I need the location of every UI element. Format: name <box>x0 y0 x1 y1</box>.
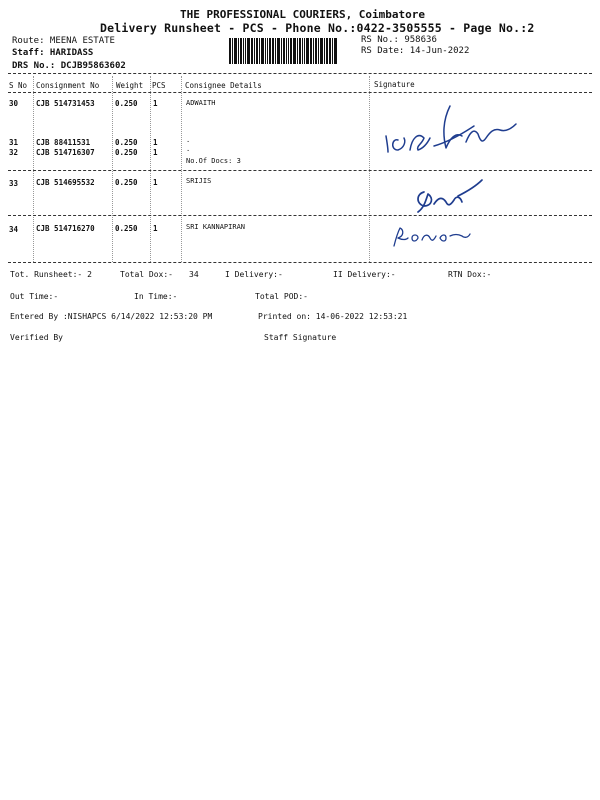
total-runsheet: Tot. Runsheet:- 2 <box>10 270 92 279</box>
rs-date: RS Date: 14-Jun-2022 <box>361 46 470 56</box>
row-33-consignee: SRIJIS <box>186 177 212 185</box>
table-bottom-rule <box>8 262 592 263</box>
row-33-consignment: CJB 514695532 <box>36 178 95 187</box>
i-delivery: I Delivery:- <box>225 270 283 279</box>
row-30-pcs: 1 <box>153 99 158 108</box>
col-signature: Signature <box>374 80 415 89</box>
row-34-consignment: CJB 514716270 <box>36 224 95 233</box>
row-30-consignment: CJB 514731453 <box>36 99 95 108</box>
divider-weight <box>150 76 151 262</box>
row-31-sno: 31 <box>9 138 19 147</box>
row-30-weight: 0.250 <box>115 99 138 108</box>
col-sno: S No <box>9 81 28 90</box>
divider-consignment <box>112 76 113 262</box>
out-time: Out Time:- <box>10 292 59 301</box>
row-31-weight: 0.250 <box>115 138 138 147</box>
row-34-pcs: 1 <box>153 224 158 233</box>
row-32-consignment: CJB 514716307 <box>36 148 95 157</box>
row-33-weight: 0.250 <box>115 178 138 187</box>
rs-number: RS No.: 958636 <box>361 35 437 45</box>
row-32-docs-note: No.Of Docs: 3 <box>186 157 241 165</box>
row-32-weight: 0.250 <box>115 148 138 157</box>
ii-delivery: II Delivery:- <box>333 270 396 279</box>
total-dox-value: 34 <box>189 270 199 279</box>
row-31-consignee: . <box>186 136 191 144</box>
col-consignment: Consignment No <box>36 81 100 90</box>
barcode <box>229 38 353 64</box>
row-34-consignee: SRI KANNAPIRAN <box>186 223 246 231</box>
row-31-consignment: CJB 88411531 <box>36 138 91 147</box>
row-30-sno: 30 <box>9 99 19 108</box>
staff-label: Staff: HARIDASS <box>12 48 94 58</box>
col-weight: Weight <box>116 81 144 90</box>
total-dox-label: Total Dox:- <box>120 270 173 279</box>
divider-consignee <box>369 76 370 262</box>
col-consignee: Consignee Details <box>185 81 262 90</box>
row-32-pcs: 1 <box>153 148 158 157</box>
signature-row-33 <box>408 178 498 218</box>
signature-row-34 <box>390 222 480 252</box>
row-33-pcs: 1 <box>153 178 158 187</box>
staff-signature-label: Staff Signature <box>264 333 337 342</box>
verified-by: Verified By <box>10 333 63 342</box>
table-top-rule <box>8 73 592 74</box>
divider-pcs <box>181 76 182 262</box>
runsheet-subtitle: Delivery Runsheet - PCS - Phone No.:0422-3505555 - Page No.:2 <box>100 21 535 35</box>
drs-number: DRS No.: DCJB95863602 <box>12 61 126 71</box>
signature-row-30 <box>378 98 528 158</box>
row-32-sno: 32 <box>9 148 19 157</box>
row-separator <box>8 170 592 171</box>
company-title: THE PROFESSIONAL COURIERS, Coimbatore <box>180 8 426 21</box>
row-34-weight: 0.250 <box>115 224 138 233</box>
in-time: In Time:- <box>134 292 178 301</box>
total-pod: Total POD:- <box>255 292 308 301</box>
row-31-pcs: 1 <box>153 138 158 147</box>
row-33-sno: 33 <box>9 179 19 188</box>
col-pcs: PCS <box>152 81 166 90</box>
divider-sno <box>33 76 34 262</box>
header-bottom-rule <box>8 92 592 93</box>
rtn-dox: RTN Dox:- <box>448 270 492 279</box>
row-32-consignee: . <box>186 145 191 153</box>
row-30-consignee: ADWAITH <box>186 99 216 107</box>
row-separator <box>8 215 592 216</box>
route-label: Route: MEENA ESTATE <box>12 36 115 46</box>
row-34-sno: 34 <box>9 225 19 234</box>
entered-by: Entered By :NISHAPCS 6/14/2022 12:53:20 PM <box>10 312 213 321</box>
printed-on: Printed on: 14-06-2022 12:53:21 <box>258 312 408 321</box>
